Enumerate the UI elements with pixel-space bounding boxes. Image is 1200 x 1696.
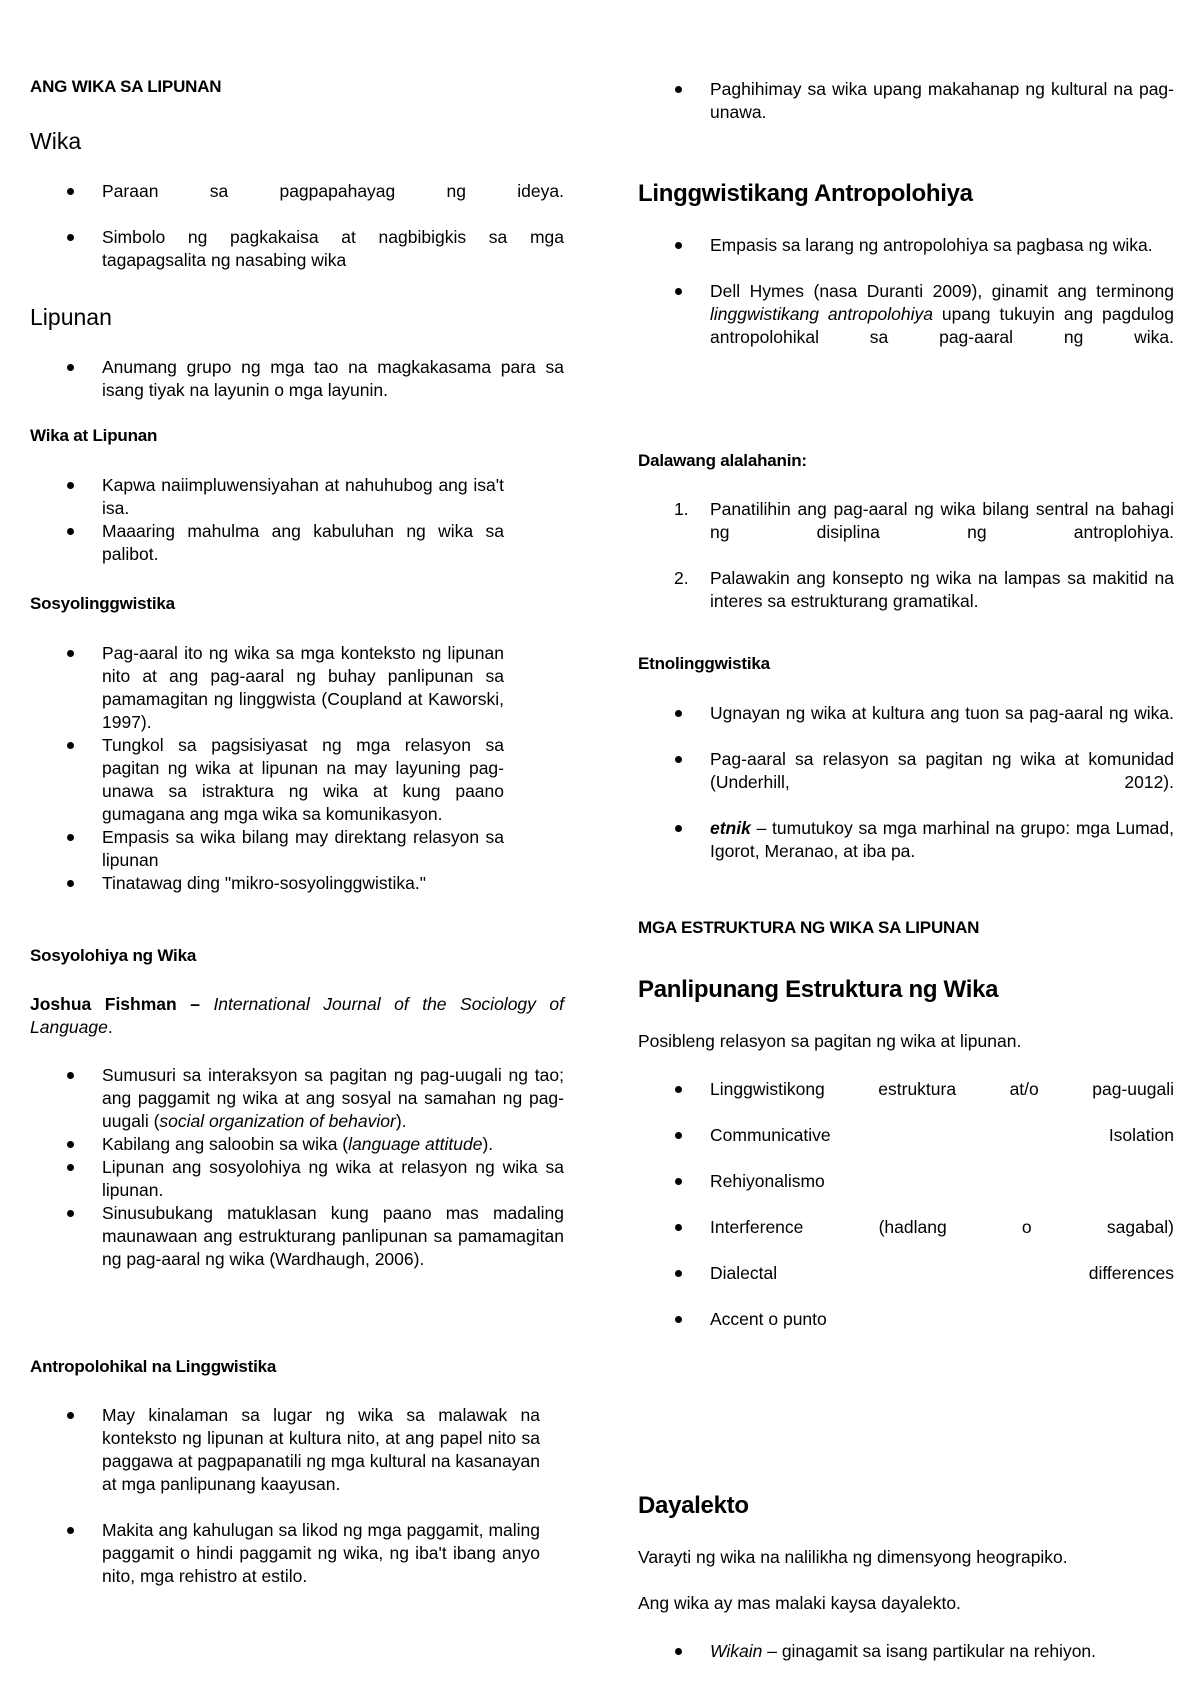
title-mga-estruktura: MGA ESTRUKTURA NG WIKA SA LIPUNAN bbox=[638, 918, 980, 937]
list-item: Maaaring mahulma ang kabuluhan ng wika sa palibot. bbox=[30, 520, 504, 566]
list-linggwistikang-antropolohiya bbox=[638, 234, 1174, 349]
heading-sosyolohiya: Sosyolohiya ng Wika bbox=[30, 946, 197, 965]
list-panlipunang-estruktura bbox=[638, 1078, 1174, 1331]
heading-sosyolinggwistika: Sosyolinggwistika bbox=[30, 594, 175, 613]
list-wika-at-lipunan bbox=[30, 474, 504, 566]
list-item: Wikain – ginagamit sa isang partikular na rehiyon. bbox=[638, 1640, 1174, 1663]
list-lipunan bbox=[30, 356, 564, 402]
list-item: Paghihimay sa wika upang makahanap ng kultural na pag-unawa. bbox=[638, 78, 1174, 124]
list-item: Simbolo ng pagkakaisa at nagbibigkis sa mga tagapagsalita ng nasabing wika bbox=[30, 226, 564, 272]
heading-etnolinggwistika: Etnolinggwistika bbox=[638, 654, 770, 673]
list-item: Anumang grupo ng mga tao na magkakasama para sa isang tiyak na layunin o mga layunin. bbox=[30, 356, 564, 402]
list-item: Interference (hadlang o sagabal) bbox=[638, 1216, 1174, 1239]
list-item: Empasis sa larang ng antropolohiya sa pagbasa ng wika. bbox=[638, 234, 1174, 257]
heading-dayalekto: Dayalekto bbox=[638, 1492, 749, 1519]
heading-wika: Wika bbox=[30, 128, 82, 154]
dayalekto-paragraph-2: Ang wika ay mas malaki kaysa dayalekto. bbox=[638, 1593, 961, 1613]
list-item: Accent o punto bbox=[638, 1308, 1174, 1331]
list-item: Paraan sa pagpapahayag ng ideya. bbox=[30, 180, 564, 203]
heading-wika-at-lipunan: Wika at Lipunan bbox=[30, 426, 158, 445]
list-sosyolinggwistika bbox=[30, 642, 504, 895]
list-item: Dialectal differences bbox=[638, 1262, 1174, 1285]
list-item: Dell Hymes (nasa Duranti 2009), ginamit ang terminong linggwistikang antropolohiya upang tukuyin ang pagdulog antropolohikal sa pag-aaral ng wika. bbox=[638, 280, 1174, 349]
list-item: Sumusuri sa interaksyon sa pagitan ng pag-uugali ng tao; ang paggamit ng wika at ang sosyal na samahan ng pag-uugali (social organization of behavior). bbox=[30, 1064, 564, 1133]
list-sosyolohiya bbox=[30, 1064, 564, 1271]
list-dayalekto bbox=[638, 1640, 1174, 1663]
heading-antropolohikal: Antropolohikal na Linggwistika bbox=[30, 1357, 277, 1376]
list-item: Sinusubukang matuklasan kung paano mas madaling maunawaan ang estrukturang panlipunan sa pamamagitan ng pag-aaral ng wika (Wardhaugh, 2006). bbox=[30, 1202, 564, 1271]
list-dalawang-alalahanin bbox=[638, 498, 1174, 613]
fishman-journal: International Journal of the Sociology of Language bbox=[30, 994, 564, 1037]
list-item: Makita ang kahulugan sa likod ng mga paggamit, maling paggamit o hindi paggamit ng wika, ng iba't ibang anyo nito, mga rehistro at estilo. bbox=[30, 1519, 540, 1588]
list-item: Ugnayan ng wika at kultura ang tuon sa pag-aaral ng wika. bbox=[638, 702, 1174, 725]
heading-dalawang-alalahanin: Dalawang alalahanin: bbox=[638, 451, 807, 470]
list-antropolohikal-continued bbox=[638, 78, 1174, 124]
list-item: Rehiyonalismo bbox=[638, 1170, 1174, 1193]
list-item: Tinatawag ding "mikro-sosyolinggwistika." bbox=[30, 872, 504, 895]
list-item: Tungkol sa pagsisiyasat ng mga relasyon sa pagitan ng wika at lipunan na may layuning pag-unawa sa istraktura ng wika at kung paano gumagana ang mga wika sa komunikasyon. bbox=[30, 734, 504, 826]
list-item: Empasis sa wika bilang may direktang relasyon sa lipunan bbox=[30, 826, 504, 872]
list-item: Kabilang ang saloobin sa wika (language attitude). bbox=[30, 1133, 564, 1156]
list-item: Pag-aaral sa relasyon sa pagitan ng wika at komunidad (Underhill, 2012). bbox=[638, 748, 1174, 794]
list-item: Pag-aaral ito ng wika sa mga konteksto ng lipunan nito at ang pag-aaral ng buhay panlipunan sa pamamagitan ng linggwista (Coupland at Kaworski, 1997). bbox=[30, 642, 504, 734]
heading-lipunan: Lipunan bbox=[30, 304, 112, 330]
intro-panlipunang-estruktura: Posibleng relasyon sa pagitan ng wika at lipunan. bbox=[638, 1031, 1022, 1051]
heading-panlipunang-estruktura: Panlipunang Estruktura ng Wika bbox=[638, 976, 999, 1003]
list-item: 1. Panatilihin ang pag-aaral ng wika bilang sentral na bahagi ng disiplina ng antroplohiya. bbox=[674, 499, 1174, 542]
main-title: ANG WIKA SA LIPUNAN bbox=[30, 77, 222, 96]
list-item: May kinalaman sa lugar ng wika sa malawak na konteksto ng lipunan at kultura nito, at ang papel nito sa paggawa at pagpapanatili ng mga kultural na kasanayan at mga panlipunang kaayusan. bbox=[30, 1404, 540, 1496]
list-item: etnik – tumutukoy sa mga marhinal na grupo: mga Lumad, Igorot, Meranao, at iba pa. bbox=[638, 817, 1174, 863]
list-item: Linggwistikong estruktura at/o pag-uugali bbox=[638, 1078, 1174, 1101]
list-item: Kapwa naiimpluwensiyahan at nahuhubog ang isa't isa. bbox=[30, 474, 504, 520]
list-item: Communicative Isolation bbox=[638, 1124, 1174, 1147]
fishman-author: Joshua Fishman – bbox=[30, 994, 200, 1014]
list-item: Lipunan ang sosyolohiya ng wika at relasyon ng wika sa lipunan. bbox=[30, 1156, 564, 1202]
heading-linggwistikang-antropolohiya: Linggwistikang Antropolohiya bbox=[638, 180, 973, 207]
list-item: 2. Palawakin ang konsepto ng wika na lampas sa makitid na interes sa estrukturang gramatikal. bbox=[674, 568, 1174, 611]
dayalekto-paragraph-1: Varayti ng wika na nalilikha ng dimensyong heograpiko. bbox=[638, 1547, 1068, 1567]
fishman-reference: Joshua Fishman – International Journal of the Sociology of Language. bbox=[30, 994, 564, 1037]
list-etnolinggwistika bbox=[638, 702, 1174, 863]
list-antropolohikal bbox=[30, 1404, 540, 1588]
list-wika bbox=[30, 180, 564, 272]
